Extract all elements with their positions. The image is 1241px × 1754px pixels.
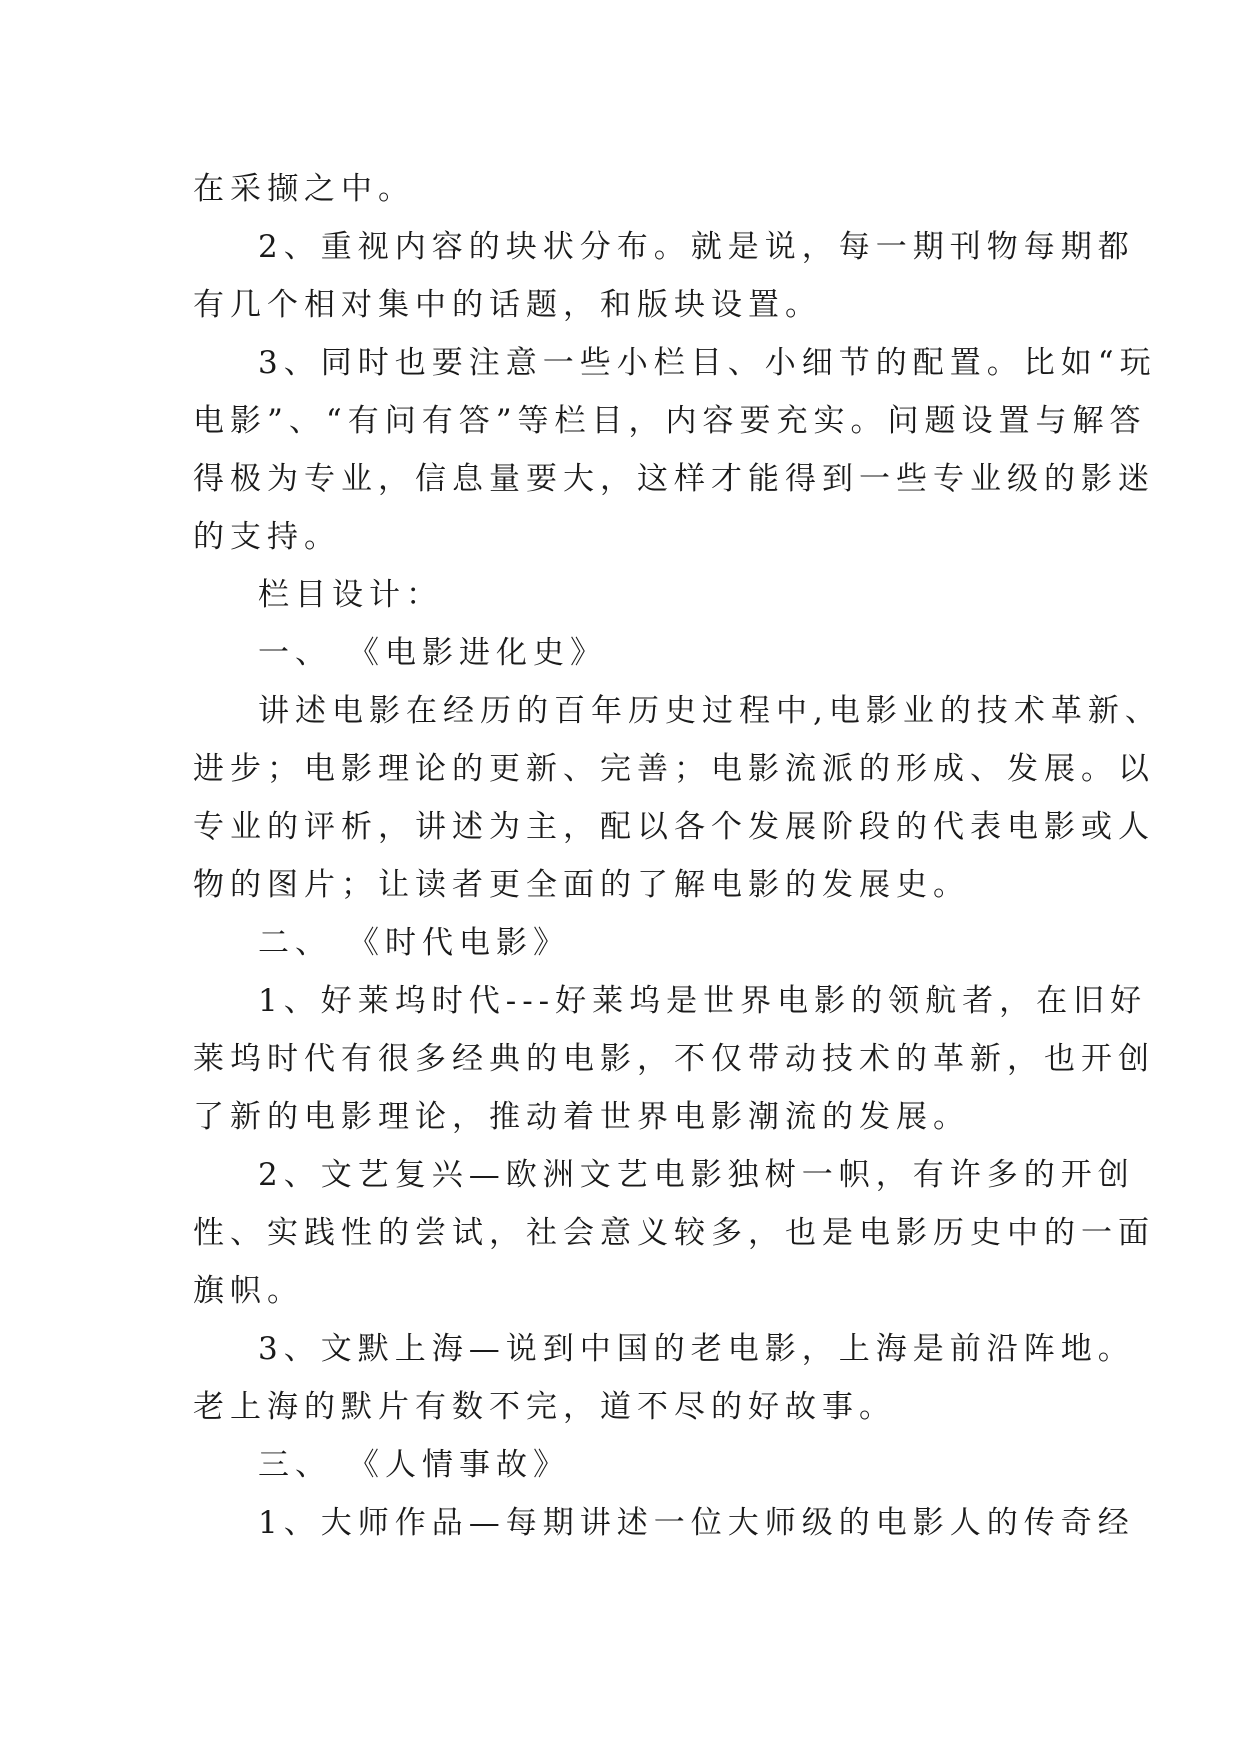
body-line: 性、实践性的尝试，社会意义较多，也是电影历史中的一面 (193, 1215, 1155, 1251)
paragraph-first-line: 1、好莱坞时代---好莱坞是世界电影的领航者，在旧好 (258, 983, 1148, 1019)
body-line: 电影”、“有问有答”等栏目，内容要充实。问题设置与解答 (193, 403, 1147, 439)
paragraph-first-line: 2、重视内容的块状分布。就是说，每一期刊物每期都 (258, 229, 1135, 265)
section-heading (193, 1436, 1063, 1494)
body-line: 专业的评析，讲述为主，配以各个发展阶段的代表电影或人 (193, 809, 1155, 845)
section-title: 《电影进化史》 (348, 635, 607, 671)
section-heading (193, 914, 1063, 972)
paragraph-first-line: 讲述电影在经历的百年历史过程中,电影业的技术革新、 (258, 693, 1162, 729)
body-line: 在采撷之中。 (193, 171, 415, 207)
body-line: 莱坞时代有很多经典的电影，不仅带动技术的革新，也开创 (193, 1041, 1155, 1077)
paragraph-first-line: 3、文默上海—说到中国的老电影，上海是前沿阵地。 (258, 1331, 1135, 1367)
section-number: 二、 (258, 925, 332, 961)
section-number: 三、 (258, 1447, 332, 1483)
body-line: 有几个相对集中的话题，和版块设置。 (193, 287, 822, 323)
body-line: 得极为专业，信息量要大，这样才能得到一些专业级的影迷 (193, 461, 1155, 497)
document-body (193, 160, 1162, 1552)
section-heading (193, 624, 1063, 682)
paragraph-first-line: 3、同时也要注意一些小栏目、小细节的配置。比如“玩 (258, 345, 1157, 381)
body-line: 旗帜。 (193, 1273, 304, 1309)
section-title: 《时代电影》 (348, 925, 570, 961)
body-line: 了新的电影理论，推动着世界电影潮流的发展。 (193, 1099, 970, 1135)
section-number: 一、 (258, 635, 332, 671)
body-line: 的支持。 (193, 519, 341, 555)
paragraph-first-line: 2、文艺复兴—欧洲文艺电影独树一帜，有许多的开创 (258, 1157, 1135, 1193)
body-line: 老上海的默片有数不完，道不尽的好故事。 (193, 1389, 896, 1425)
body-line: 进步；电影理论的更新、完善；电影流派的形成、发展。以 (193, 751, 1155, 787)
section-intro: 栏目设计： (258, 577, 443, 613)
section-title: 《人情事故》 (348, 1447, 570, 1483)
paragraph-first-line: 1、大师作品—每期讲述一位大师级的电影人的传奇经 (258, 1505, 1135, 1541)
body-line: 物的图片；让读者更全面的了解电影的发展史。 (193, 867, 970, 903)
